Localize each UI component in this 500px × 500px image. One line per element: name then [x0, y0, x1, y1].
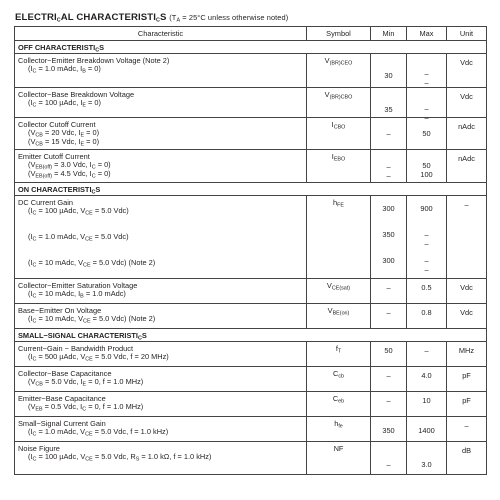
test-condition: ($I_C = 100$ µAdc, $V_{CE} = 5.0$ Vdc, $R_S = 1.0$ kΩ, f = 1.0 kHz): [28, 452, 212, 463]
min-cell: [371, 417, 407, 442]
characteristic-name: Collector−Base Capacitance: [18, 369, 112, 378]
unit-cell: [447, 196, 487, 279]
min-cell-value: –: [386, 371, 391, 380]
max-cell: [407, 88, 447, 122]
test-condition: ($V_{CB} = 5.0$ Vdc, $I_E = 0$, f = 1.0 MHz): [28, 377, 144, 388]
max-cell: [407, 150, 447, 183]
characteristic-cell: [15, 304, 307, 329]
symbol-cell: $C_{cb}$: [307, 367, 371, 392]
max-cell: [407, 304, 447, 329]
unit-cell-value: Vdc: [460, 92, 473, 101]
min-cell: [371, 54, 407, 88]
characteristic-cell: [15, 417, 307, 442]
characteristic-name: Collector−Emitter Saturation Voltage: [18, 281, 138, 290]
unit-cell-value: pF: [462, 396, 471, 405]
max-cell-value: 1400: [418, 426, 435, 435]
max-cell-value: 50: [422, 161, 431, 170]
characteristic-cell: [15, 392, 307, 417]
unit-cell: [447, 279, 487, 304]
table-row: [15, 417, 487, 442]
characteristic-cell: [15, 279, 307, 304]
characteristic-cell: [15, 88, 307, 118]
max-cell: [407, 367, 447, 392]
max-cell-value: –: [424, 104, 429, 113]
title-main: $ELECTRI_CAL$ $CHARACTERISTI_CS$: [15, 12, 167, 24]
test-condition: ($V_{EB(off)} = 3.0$ Vdc, $I_C = 0$): [28, 160, 111, 171]
table-row: [15, 279, 487, 304]
unit-cell-value: –: [464, 200, 469, 209]
unit-cell-value: –: [464, 421, 469, 430]
symbol-cell: $V_{(BR)CEO}$: [307, 54, 371, 88]
title-condition: ($T_A = 25^\circ C$ unless otherwise noted): [169, 13, 289, 24]
min-cell: [371, 304, 407, 329]
min-cell: [371, 88, 407, 118]
section-heading: SMALL−SIGNAL $CHARACTERISTI_CS$: [15, 329, 487, 342]
max-cell-value: 50: [422, 129, 431, 138]
section-small-signal-characteristics: [15, 329, 487, 342]
characteristic-cell: [15, 54, 307, 88]
max-cell-value: 4.0: [421, 371, 432, 380]
characteristic-name: Base−Emitter On Voltage: [18, 306, 102, 315]
max-cell-value: –: [424, 230, 429, 239]
characteristic-name: Collector−Base Breakdown Voltage: [18, 90, 135, 99]
table-row: [15, 392, 487, 417]
max-cell: [407, 342, 447, 367]
max-cell-value: –: [424, 256, 429, 265]
unit-cell: [447, 392, 487, 417]
test-condition: ($V_{EB(off)} = 4.5$ Vdc, $I_C = 0$): [28, 168, 111, 180]
test-condition: ($I_C = 1.0$ mAdc, $V_{CE} = 5.0$ Vdc): [28, 232, 129, 243]
min-cell-value: 35: [384, 105, 393, 114]
max-cell-value: 900: [420, 204, 433, 213]
min-cell-value: –: [386, 396, 391, 405]
symbol-cell: $I_{EBO}$: [307, 150, 371, 183]
test-condition: ($I_C = 500$ µAdc, $V_{CE} = 5.0$ Vdc, f = 20 MHz): [28, 352, 169, 363]
symbol-cell: $V_{BE(on)}$: [307, 304, 371, 329]
min-cell: [371, 342, 407, 367]
symbol-cell: $C_{eb}$: [307, 392, 371, 417]
symbol-cell: $h_{fe}$: [307, 417, 371, 442]
table-row: [15, 342, 487, 367]
min-cell-value: 350: [382, 426, 395, 435]
max-cell-value: –: [424, 239, 429, 248]
test-condition: ($I_C = 10$ mAdc, $I_B = 1.0$ mAdc): [28, 289, 126, 300]
test-condition: ($V_{CB} = 20$ Vdc, $I_E = 0$): [28, 128, 100, 139]
max-cell: [407, 442, 447, 475]
unit-cell-value: nAdc: [458, 122, 475, 131]
max-cell-value: 10: [422, 396, 431, 405]
min-cell-value: 30: [384, 71, 393, 80]
section-on-characteristics: [15, 183, 487, 196]
min-cell-value: –: [386, 162, 391, 171]
unit-cell-value: Vdc: [460, 308, 473, 317]
characteristic-name: Small−Signal Current Gain: [18, 419, 106, 428]
characteristic-name: Emitter−Base Capacitance: [18, 394, 106, 403]
characteristic-cell: [15, 342, 307, 367]
table-row: [15, 118, 487, 150]
min-cell-value: –: [386, 283, 391, 292]
max-cell: [407, 196, 447, 279]
max-cell: [407, 392, 447, 417]
page-title: [15, 12, 288, 23]
unit-cell: [447, 442, 487, 475]
min-cell-value: 50: [384, 346, 393, 355]
characteristic-name: Collector Cutoff Current: [18, 120, 96, 129]
unit-cell-value: Vdc: [460, 283, 473, 292]
characteristic-cell: [15, 196, 307, 279]
col-min: Min: [371, 27, 407, 41]
table-row: [15, 442, 487, 475]
characteristic-name: Noise Figure: [18, 444, 60, 453]
max-cell-value: –: [424, 78, 429, 87]
symbol-cell: $V_{(BR)CBO}$: [307, 88, 371, 118]
unit-cell-value: pF: [462, 371, 471, 380]
characteristic-name: Current−Gain − Bandwidth Product: [18, 344, 134, 353]
col-unit: Unit: [447, 27, 487, 41]
test-condition: ($I_C = 1.0$ mAdc, $I_B = 0$): [28, 64, 101, 75]
characteristic-cell: [15, 367, 307, 392]
test-condition: ($I_C = 10$ mAdc, $V_{CE} = 5.0$ Vdc) (Note 2): [28, 258, 156, 269]
max-cell-value: –: [424, 69, 429, 78]
symbol-cell: NF: [307, 442, 371, 475]
col-max: Max: [407, 27, 447, 41]
unit-cell: [447, 304, 487, 329]
min-cell: [371, 196, 407, 279]
table-row: [15, 367, 487, 392]
max-cell-value: –: [424, 113, 429, 122]
test-condition: ($I_C = 10$ mAdc, $V_{CE} = 5.0$ Vdc) (Note 2): [28, 314, 156, 325]
characteristic-cell: [15, 150, 307, 183]
test-condition: ($I_C = 100$ µAdc, $I_E = 0$): [28, 98, 101, 109]
max-cell-value: 0.5: [421, 283, 432, 292]
max-cell: [407, 54, 447, 88]
characteristic-cell: [15, 118, 307, 150]
section-heading: OFF $CHARACTERISTI_CS$: [15, 41, 487, 54]
max-cell: [407, 118, 447, 150]
col-characteristic: Characteristic: [15, 27, 307, 41]
symbol-cell: $f_T$: [307, 342, 371, 367]
min-cell: [371, 150, 407, 183]
min-cell-value: –: [386, 460, 391, 469]
unit-cell: [447, 342, 487, 367]
unit-cell: [447, 367, 487, 392]
characteristic-cell: [15, 442, 307, 475]
table-row: [15, 54, 487, 88]
min-cell-value: 350: [382, 230, 395, 239]
table-row: [15, 88, 487, 118]
unit-cell-value: dB: [461, 446, 472, 455]
electrical-characteristics-table: [14, 26, 487, 475]
max-cell-value: 100: [420, 170, 433, 179]
characteristic-name: Collector−Emitter Breakdown Voltage (Note 2): [18, 56, 170, 65]
characteristic-name: DC Current Gain: [18, 198, 74, 207]
characteristic-name: Emitter Cutoff Current: [18, 152, 90, 161]
test-condition: ($I_C = 1.0$ mAdc, $V_{CE} = 5.0$ Vdc, f = 1.0 kHz): [28, 427, 169, 438]
min-cell: [371, 442, 407, 475]
unit-cell: [447, 417, 487, 442]
unit-cell: [447, 118, 487, 150]
unit-cell: [447, 150, 487, 183]
min-cell-value: –: [386, 308, 391, 317]
test-condition: ($V_{CB} = 15$ Vdc, $I_E = 0$): [28, 136, 100, 148]
table-row: [15, 304, 487, 329]
section-heading: ON $CHARACTERISTI_CS$: [15, 183, 487, 196]
min-cell-value: –: [386, 171, 391, 180]
max-cell-value: 3.0: [421, 460, 432, 469]
min-cell: [371, 118, 407, 150]
max-cell-value: 0.8: [421, 308, 432, 317]
max-cell: [407, 279, 447, 304]
test-condition: ($V_{EB} = 0.5$ Vdc, $I_C = 0$, f = 1.0 MHz): [28, 402, 144, 413]
max-cell-value: –: [424, 265, 429, 274]
unit-cell: [447, 88, 487, 118]
test-condition: ($I_C = 100$ µAdc, $V_{CE} = 5.0$ Vdc): [28, 206, 129, 217]
col-symbol: Symbol: [307, 27, 371, 41]
min-cell-value: –: [386, 129, 391, 138]
symbol-cell: $h_{FE}$: [307, 196, 371, 279]
symbol-cell: $V_{CE(sat)}$: [307, 279, 371, 304]
unit-cell-value: Vdc: [460, 58, 473, 67]
max-cell: [407, 417, 447, 442]
min-cell: [371, 279, 407, 304]
min-cell: [371, 367, 407, 392]
min-cell-value: 300: [382, 204, 395, 213]
section-off-characteristics: [15, 41, 487, 54]
symbol-cell: $I_{CBO}$: [307, 118, 371, 150]
unit-cell-value: nAdc: [458, 154, 475, 163]
max-cell-value: –: [424, 346, 429, 355]
min-cell: [371, 392, 407, 417]
header-row: [15, 27, 487, 41]
table-row: [15, 150, 487, 183]
unit-cell-value: MHz: [458, 346, 475, 355]
min-cell-value: 300: [382, 256, 395, 265]
table-row: [15, 196, 487, 279]
unit-cell: [447, 54, 487, 88]
